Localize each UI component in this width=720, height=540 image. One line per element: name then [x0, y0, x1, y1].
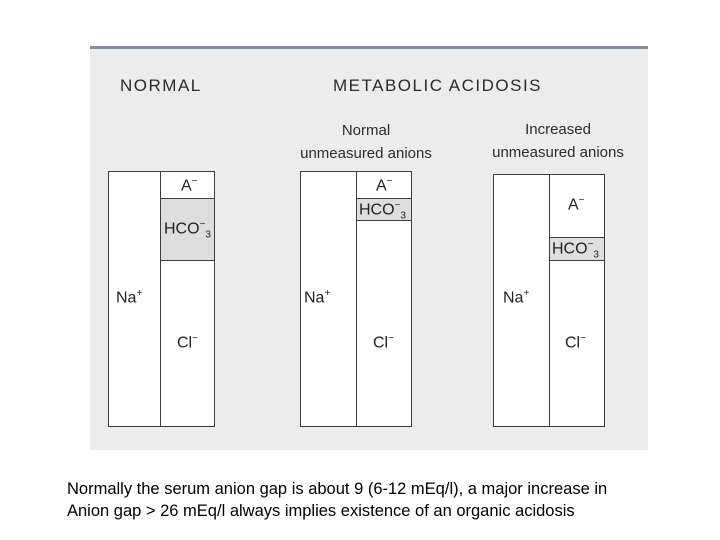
bicarbonate-label: $HCO^-_3$: [552, 239, 599, 261]
gamble-column-normal-gap-acidosis: [300, 171, 412, 427]
top-rule: [90, 46, 648, 49]
chloride-label: Cl−: [373, 333, 394, 352]
subheading-increased-gap-line1: Increased: [525, 121, 591, 138]
block-divider: [161, 260, 214, 261]
anion-label: A−: [376, 176, 393, 195]
sodium-label: Na+: [503, 288, 530, 307]
block-divider: [550, 237, 604, 238]
subheading-normal-gap-line1: Normal: [341, 122, 391, 139]
chloride-label: Cl−: [177, 333, 198, 352]
caption-line-2: Anion gap > 26 mEq/l always implies existence of an organic acidosis: [67, 502, 575, 520]
caption: [67, 478, 687, 522]
bicarbonate-label: $HCO^-_3$: [359, 200, 406, 222]
anion-label: A−: [568, 195, 585, 214]
block-divider: [161, 198, 214, 199]
sodium-label: Na+: [304, 288, 331, 307]
heading-normal: NORMAL: [120, 76, 202, 95]
anion-label: A−: [181, 176, 198, 195]
heading-metabolic-acidosis: METABOLIC ACIDOSIS: [333, 76, 543, 95]
gamble-column-normal: [108, 171, 215, 427]
caption-line-1: Normally the serum anion gap is about 9 (6-12 mEq/l), a major increase in: [67, 480, 608, 498]
chloride-label: Cl−: [565, 333, 586, 352]
sodium-label: Na+: [116, 288, 143, 307]
subheading-increased-gap-line2: unmeasured anions: [492, 144, 624, 161]
block-divider: [357, 198, 411, 199]
column-divider: [549, 175, 550, 426]
subheading-increased-gap: [458, 118, 658, 164]
bicarbonate-label: $HCO^-_3$: [164, 219, 211, 241]
anion-gap-figure: [90, 46, 648, 450]
gamble-column-increased-gap-acidosis: [493, 174, 605, 427]
subheading-normal-gap-line2: unmeasured anions: [300, 145, 432, 162]
subheading-normal-gap: [266, 119, 466, 165]
